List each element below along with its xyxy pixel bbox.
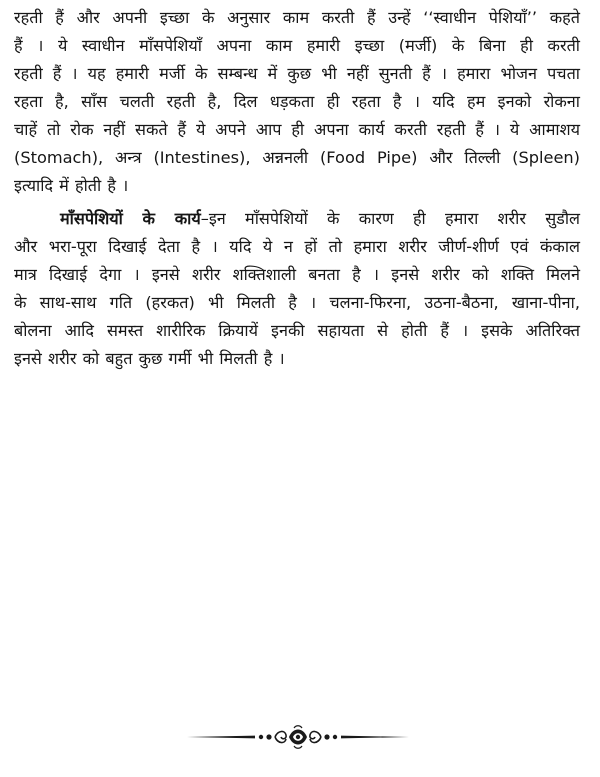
section-heading: माँसपेशियों के कार्य: [60, 209, 201, 228]
paragraph-2-line-2: और भरा-पूरा दिखाई देता है । यदि ये न हों तो हमारा शरीर जीर्ण-शीर्ण एवं कंकाल: [14, 237, 580, 256]
paragraph-2-line-3: मात्र दिखाई देगा । इनसे शरीर शक्तिशाली बनता है । इनसे शरीर को शक्ति मिलने: [14, 265, 580, 284]
paragraph-1-line-2: हैं । ये स्वाधीन माँसपेशियाँ अपना काम हमारी इच्छा (मर्जी) के बिना ही करती: [14, 36, 580, 55]
decorative-divider-icon: [185, 722, 411, 752]
paragraph-2-line-1: [60, 205, 580, 233]
paragraph-1-line-7: इत्यादि में होती है ।: [14, 176, 129, 195]
paragraph-2-line-6: इनसे शरीर को बहुत कुछ गर्मी भी मिलती है ।: [14, 349, 285, 368]
paragraph-2-line-4: के साथ-साथ गति (हरकत) भी मिलती है । चलना-फिरना, उठना-बैठना, खाना-पीना,: [14, 293, 580, 312]
paragraph-1-line-6: (Stomach), अन्त्र (Intestines), अन्ननली (Food Pipe) और तिल्ली (Spleen): [14, 148, 580, 167]
paragraph-1-line-3: रहती हैं । यह हमारी मर्जी के सम्बन्ध में कुछ भी नहीं सुनती हैं । हमारा भोजन पचता: [14, 64, 580, 83]
paragraph-1-line-5: चाहें तो रोक नहीं सकते हैं ये अपने आप ही अपना कार्य करती रहती हैं । ये आमाशय: [14, 120, 580, 139]
paragraph-2-line-1-text: –इन माँसपेशियों के कारण ही हमारा शरीर सुडौल: [200, 209, 580, 228]
paragraph-1-line-1: रहती हैं और अपनी इच्छा के अनुसार काम करती हैं उन्हें ‘‘स्वाधीन पेशियाँ’’ कहते: [14, 8, 580, 27]
paragraph-1-line-4: रहता है, साँस चलती रहती है, दिल धड़कता ही रहता है । यदि हम इनको रोकना: [14, 92, 580, 111]
paragraph-2-line-5: बोलना आदि समस्त शारीरिक क्रियायें इनकी सहायता से होती हैं । इसके अतिरिक्त: [14, 321, 580, 340]
